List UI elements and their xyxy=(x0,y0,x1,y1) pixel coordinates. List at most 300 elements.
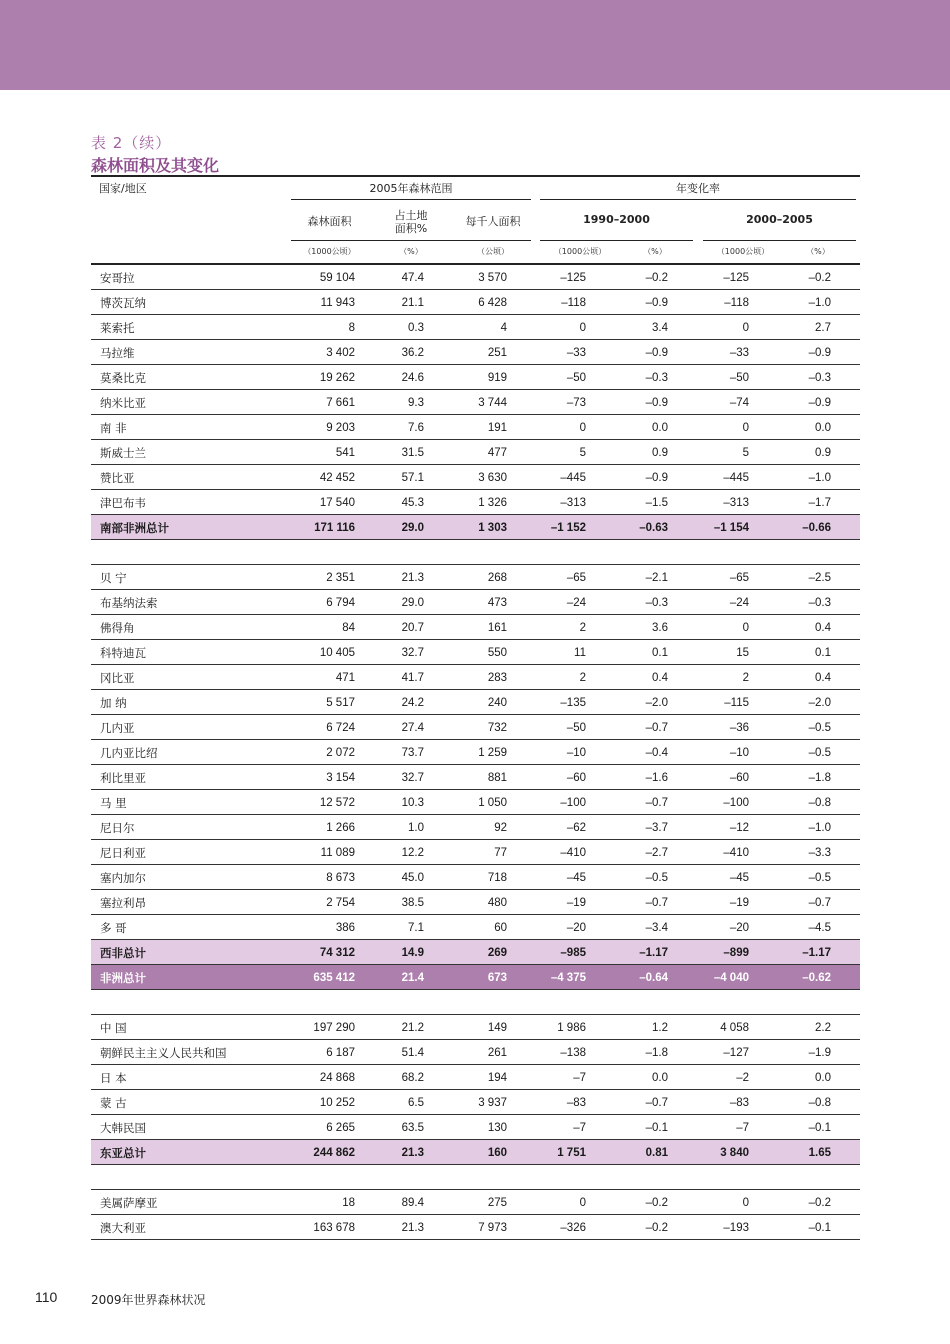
value-cell: –50 xyxy=(566,722,586,734)
value-cell: –0.5 xyxy=(808,872,831,884)
value-cell: 881 xyxy=(487,772,507,784)
value-cell: 11 943 xyxy=(320,297,355,309)
value-cell: 8 xyxy=(348,322,355,334)
value-cell: –65 xyxy=(729,572,749,584)
value-cell: 732 xyxy=(487,722,507,734)
header-per-capita: 每千人面积 xyxy=(465,215,521,228)
country-name: 斯威士兰 xyxy=(100,446,146,460)
value-cell: –0.1 xyxy=(645,1122,668,1134)
value-cell: 1 259 xyxy=(478,747,507,759)
value-cell: –1.6 xyxy=(645,772,668,784)
header-country: 国家/地区 xyxy=(99,182,147,195)
value-cell: 0 xyxy=(579,1197,586,1209)
value-cell: –2.5 xyxy=(808,572,831,584)
value-cell: 11 xyxy=(574,647,586,659)
value-cell: –0.1 xyxy=(808,1222,831,1234)
value-cell: 3 402 xyxy=(326,347,355,359)
value-cell: 21.3 xyxy=(401,1222,424,1234)
table-body xyxy=(91,265,860,1240)
value-cell: 3 937 xyxy=(478,1097,507,1109)
value-cell: 5 517 xyxy=(326,697,355,709)
total-row xyxy=(91,1140,860,1165)
value-cell: –0.7 xyxy=(645,722,668,734)
value-cell: 5 xyxy=(579,447,586,459)
value-cell: 73.7 xyxy=(401,747,424,759)
value-cell: 473 xyxy=(487,597,507,609)
table-row xyxy=(91,465,860,490)
value-cell: 1 326 xyxy=(478,497,507,509)
value-cell: –1.0 xyxy=(808,472,831,484)
value-cell: 673 xyxy=(487,972,507,984)
country-name: 冈比亚 xyxy=(100,671,135,685)
table-row xyxy=(91,565,860,590)
value-cell: 191 xyxy=(487,422,507,434)
value-cell: 163 678 xyxy=(313,1222,355,1234)
header-period-1990-2000: 1990–2000 xyxy=(583,213,650,226)
value-cell: –0.2 xyxy=(645,272,668,284)
spacer-row xyxy=(91,540,860,565)
country-name: 赞比亚 xyxy=(100,471,135,485)
value-cell: 20.7 xyxy=(401,622,424,634)
header-land-percent-2: 面积% xyxy=(394,222,428,235)
value-cell: 1.0 xyxy=(408,822,424,834)
value-cell: –33 xyxy=(566,347,586,359)
value-cell: 480 xyxy=(487,897,507,909)
country-name: 非洲总计 xyxy=(100,971,146,985)
unit-p2-percent: （%） xyxy=(806,247,830,256)
value-cell: 275 xyxy=(487,1197,507,1209)
value-cell: 2 351 xyxy=(326,572,355,584)
value-cell: 477 xyxy=(487,447,507,459)
country-name: 马 里 xyxy=(100,796,127,810)
value-cell: –10 xyxy=(729,747,749,759)
header-extent-rule xyxy=(291,199,531,200)
value-cell: 0 xyxy=(742,1197,749,1209)
value-cell: –2.0 xyxy=(808,697,831,709)
country-name: 马拉维 xyxy=(100,346,135,360)
value-cell: 2.2 xyxy=(815,1022,831,1034)
value-cell: 3.4 xyxy=(652,322,668,334)
value-cell: –0.7 xyxy=(645,897,668,909)
value-cell: 10.3 xyxy=(401,797,424,809)
value-cell: 161 xyxy=(487,622,507,634)
value-cell: –2.0 xyxy=(645,697,668,709)
value-cell: 5 xyxy=(742,447,749,459)
value-cell: 244 862 xyxy=(313,1147,355,1159)
value-cell: –3.7 xyxy=(645,822,668,834)
value-cell: 0.9 xyxy=(652,447,668,459)
value-cell: –410 xyxy=(723,847,749,859)
value-cell: –2.7 xyxy=(645,847,668,859)
value-cell: 42 452 xyxy=(319,472,355,484)
value-cell: –1.9 xyxy=(808,1047,831,1059)
unit-p2-area: （1000公顷） xyxy=(716,247,770,256)
value-cell: –0.66 xyxy=(802,522,831,534)
country-name: 日 本 xyxy=(100,1071,127,1085)
value-cell: 2.7 xyxy=(815,322,831,334)
table-row xyxy=(91,265,860,290)
value-cell: 41.7 xyxy=(401,672,424,684)
value-cell: 17 540 xyxy=(319,497,355,509)
country-name: 纳米比亚 xyxy=(100,396,146,410)
country-name: 贝 宁 xyxy=(100,571,127,585)
country-name: 布基纳法索 xyxy=(100,596,158,610)
table-row xyxy=(91,790,860,815)
table-row xyxy=(91,490,860,515)
value-cell: 0.4 xyxy=(815,672,831,684)
table-row xyxy=(91,865,860,890)
country-name: 塞内加尔 xyxy=(100,871,146,885)
value-cell: 0 xyxy=(742,322,749,334)
country-name: 南 非 xyxy=(100,421,127,435)
value-cell: 0.1 xyxy=(652,647,668,659)
unit-per-capita: （公顷） xyxy=(477,247,509,256)
country-name: 安哥拉 xyxy=(100,271,135,285)
value-cell: –313 xyxy=(723,497,749,509)
table-row xyxy=(91,1190,860,1215)
value-cell: 6.5 xyxy=(408,1097,424,1109)
value-cell: –3.3 xyxy=(808,847,831,859)
value-cell: –0.3 xyxy=(808,597,831,609)
value-cell: –1.17 xyxy=(639,947,668,959)
value-cell: 171 116 xyxy=(314,522,355,534)
country-name: 尼日利亚 xyxy=(100,846,146,860)
value-cell: –3.4 xyxy=(645,922,668,934)
value-cell: 74 312 xyxy=(319,947,355,959)
value-cell: 919 xyxy=(487,372,507,384)
value-cell: 2 xyxy=(579,672,586,684)
value-cell: 24 868 xyxy=(319,1072,355,1084)
value-cell: –0.9 xyxy=(645,297,668,309)
value-cell: –0.8 xyxy=(808,1097,831,1109)
value-cell: 160 xyxy=(487,1147,507,1159)
value-cell: 57.1 xyxy=(401,472,424,484)
header-sub-rule-extent xyxy=(291,240,531,241)
value-cell: 0.0 xyxy=(652,422,668,434)
value-cell: –60 xyxy=(729,772,749,784)
value-cell: –2.1 xyxy=(645,572,668,584)
value-cell: 149 xyxy=(487,1022,507,1034)
country-name: 几内亚 xyxy=(100,721,135,735)
value-cell: 3 154 xyxy=(326,772,355,784)
header-sub-rule-p2 xyxy=(703,240,856,241)
value-cell: –20 xyxy=(729,922,749,934)
country-name: 东亚总计 xyxy=(100,1146,146,1160)
total-row xyxy=(91,515,860,540)
value-cell: 0.4 xyxy=(652,672,668,684)
value-cell: –74 xyxy=(729,397,749,409)
table-title: 森林面积及其变化 xyxy=(91,156,220,175)
country-name: 大韩民国 xyxy=(100,1121,146,1135)
value-cell: 29.0 xyxy=(401,522,424,534)
value-cell: –1 152 xyxy=(550,522,586,534)
country-name: 南部非洲总计 xyxy=(100,521,169,535)
header-top-rule xyxy=(91,175,860,177)
value-cell: 60 xyxy=(494,922,507,934)
value-cell: 0.0 xyxy=(652,1072,668,1084)
value-cell: 3 570 xyxy=(478,272,507,284)
table-row xyxy=(91,640,860,665)
country-name: 科特迪瓦 xyxy=(100,646,146,660)
table-row xyxy=(91,1115,860,1140)
header-period-2000-2005: 2000–2005 xyxy=(746,213,813,226)
value-cell: –60 xyxy=(566,772,586,784)
value-cell: 63.5 xyxy=(401,1122,424,1134)
value-cell: 12 572 xyxy=(319,797,355,809)
value-cell: –24 xyxy=(566,597,586,609)
value-cell: –19 xyxy=(729,897,749,909)
table-row xyxy=(91,315,860,340)
value-cell: –445 xyxy=(560,472,586,484)
table-row xyxy=(91,365,860,390)
value-cell: –0.9 xyxy=(808,397,831,409)
total-row xyxy=(91,940,860,965)
header-forest-area: 森林面积 xyxy=(307,215,352,228)
value-cell: –50 xyxy=(566,372,586,384)
value-cell: 19 262 xyxy=(319,372,355,384)
value-cell: –985 xyxy=(560,947,586,959)
value-cell: –0.2 xyxy=(645,1222,668,1234)
table-row xyxy=(91,1065,860,1090)
value-cell: –313 xyxy=(560,497,586,509)
value-cell: –0.2 xyxy=(645,1197,668,1209)
table-row xyxy=(91,1090,860,1115)
header-land-percent-1: 占土地 xyxy=(394,209,428,222)
value-cell: 1 303 xyxy=(478,522,507,534)
value-cell: 194 xyxy=(487,1072,507,1084)
value-cell: 14.9 xyxy=(401,947,424,959)
value-cell: 45.3 xyxy=(401,497,424,509)
value-cell: 0.9 xyxy=(815,447,831,459)
value-cell: –0.63 xyxy=(639,522,668,534)
country-name: 利比里亚 xyxy=(100,771,146,785)
value-cell: 0.81 xyxy=(645,1147,668,1159)
value-cell: 541 xyxy=(335,447,355,459)
total-row xyxy=(91,965,860,990)
value-cell: –100 xyxy=(723,797,749,809)
value-cell: 718 xyxy=(487,872,507,884)
value-cell: 2 xyxy=(579,622,586,634)
value-cell: –445 xyxy=(723,472,749,484)
value-cell: –36 xyxy=(729,722,749,734)
table-row xyxy=(91,440,860,465)
value-cell: –0.5 xyxy=(808,747,831,759)
value-cell: –0.2 xyxy=(808,1197,831,1209)
header-extent-group: 2005年森林范围 xyxy=(369,182,453,195)
value-cell: 92 xyxy=(494,822,507,834)
value-cell: 24.2 xyxy=(401,697,424,709)
value-cell: 12.2 xyxy=(401,847,424,859)
value-cell: –0.9 xyxy=(645,347,668,359)
value-cell: 268 xyxy=(487,572,507,584)
header-change-rule xyxy=(540,199,856,200)
value-cell: –7 xyxy=(573,1072,586,1084)
table-row xyxy=(91,1040,860,1065)
value-cell: 84 xyxy=(342,622,355,634)
table-row xyxy=(91,615,860,640)
value-cell: 0.0 xyxy=(815,1072,831,1084)
value-cell: –4.5 xyxy=(808,922,831,934)
country-name: 莱索托 xyxy=(100,321,135,335)
value-cell: 6 187 xyxy=(326,1047,355,1059)
value-cell: –10 xyxy=(566,747,586,759)
country-name: 博茨瓦纳 xyxy=(100,296,146,310)
value-cell: 0 xyxy=(742,622,749,634)
table-row xyxy=(91,815,860,840)
value-cell: –0.9 xyxy=(645,472,668,484)
value-cell: –0.62 xyxy=(802,972,831,984)
value-cell: 1 986 xyxy=(557,1022,586,1034)
value-cell: –45 xyxy=(566,872,586,884)
spacer-row xyxy=(91,990,860,1015)
value-cell: 38.5 xyxy=(401,897,424,909)
table-row xyxy=(91,890,860,915)
value-cell: –118 xyxy=(561,297,586,309)
value-cell: –326 xyxy=(560,1222,586,1234)
value-cell: 9.3 xyxy=(408,397,424,409)
value-cell: 21.3 xyxy=(401,1147,424,1159)
value-cell: 0.0 xyxy=(815,422,831,434)
value-cell: 7 661 xyxy=(326,397,355,409)
value-cell: –50 xyxy=(729,372,749,384)
value-cell: 635 412 xyxy=(313,972,355,984)
value-cell: –0.3 xyxy=(645,597,668,609)
value-cell: –24 xyxy=(729,597,749,609)
value-cell: 10 252 xyxy=(319,1097,355,1109)
value-cell: –0.8 xyxy=(808,797,831,809)
value-cell: 29.0 xyxy=(401,597,424,609)
value-cell: 89.4 xyxy=(401,1197,424,1209)
value-cell: 7 973 xyxy=(478,1222,507,1234)
country-name: 尼日尔 xyxy=(100,821,135,835)
value-cell: 1.65 xyxy=(808,1147,831,1159)
value-cell: –0.7 xyxy=(645,1097,668,1109)
value-cell: 51.4 xyxy=(401,1047,424,1059)
table-row xyxy=(91,390,860,415)
value-cell: 0 xyxy=(742,422,749,434)
value-cell: –115 xyxy=(724,697,749,709)
country-name: 蒙 古 xyxy=(100,1096,127,1110)
value-cell: –1.8 xyxy=(808,772,831,784)
page-number: 110 xyxy=(35,1289,58,1305)
table-row xyxy=(91,1015,860,1040)
value-cell: 18 xyxy=(342,1197,355,1209)
value-cell: –19 xyxy=(566,897,586,909)
country-name: 中 国 xyxy=(100,1021,127,1035)
value-cell: 10 405 xyxy=(319,647,355,659)
value-cell: –127 xyxy=(723,1047,749,1059)
value-cell: –138 xyxy=(560,1047,586,1059)
country-name: 加 纳 xyxy=(100,696,127,710)
value-cell: –0.1 xyxy=(808,1122,831,1134)
value-cell: 1 050 xyxy=(478,797,507,809)
value-cell: –118 xyxy=(724,297,749,309)
value-cell: –0.3 xyxy=(808,372,831,384)
value-cell: 15 xyxy=(736,647,749,659)
table-row xyxy=(91,715,860,740)
value-cell: 1 751 xyxy=(557,1147,586,1159)
value-cell: –83 xyxy=(729,1097,749,1109)
value-cell: 197 290 xyxy=(313,1022,355,1034)
spacer-row xyxy=(91,1165,860,1190)
value-cell: 283 xyxy=(487,672,507,684)
value-cell: –1.8 xyxy=(645,1047,668,1059)
value-cell: 7.6 xyxy=(408,422,424,434)
value-cell: 2 072 xyxy=(326,747,355,759)
value-cell: 0 xyxy=(579,322,586,334)
value-cell: –45 xyxy=(729,872,749,884)
value-cell: 269 xyxy=(487,947,507,959)
value-cell: 8 673 xyxy=(326,872,355,884)
value-cell: –12 xyxy=(729,822,749,834)
table-row xyxy=(91,340,860,365)
table-row xyxy=(91,840,860,865)
value-cell: 386 xyxy=(335,922,355,934)
value-cell: –7 xyxy=(736,1122,749,1134)
value-cell: 2 xyxy=(742,672,749,684)
value-cell: –7 xyxy=(573,1122,586,1134)
value-cell: –1.5 xyxy=(645,497,668,509)
value-cell: –1.0 xyxy=(808,297,831,309)
value-cell: 471 xyxy=(335,672,355,684)
country-name: 澳大利亚 xyxy=(100,1221,146,1235)
value-cell: 1 266 xyxy=(326,822,355,834)
footer-title: 2009年世界森林状况 xyxy=(91,1293,206,1307)
value-cell: 251 xyxy=(487,347,507,359)
table-row xyxy=(91,1215,860,1240)
value-cell: 21.1 xyxy=(401,297,424,309)
value-cell: –125 xyxy=(560,272,586,284)
value-cell: –100 xyxy=(560,797,586,809)
value-cell: 11 089 xyxy=(320,847,355,859)
value-cell: –135 xyxy=(560,697,586,709)
value-cell: 6 724 xyxy=(326,722,355,734)
table-row xyxy=(91,765,860,790)
value-cell: 1.2 xyxy=(652,1022,668,1034)
value-cell: –62 xyxy=(566,822,586,834)
country-name: 佛得角 xyxy=(100,621,135,635)
country-name: 津巴布韦 xyxy=(100,496,146,510)
value-cell: 21.3 xyxy=(401,572,424,584)
value-cell: –4 375 xyxy=(550,972,586,984)
value-cell: 4 xyxy=(500,322,507,334)
value-cell: –65 xyxy=(566,572,586,584)
table-row xyxy=(91,415,860,440)
country-name: 莫桑比克 xyxy=(100,371,146,385)
value-cell: –0.5 xyxy=(645,872,668,884)
table-row xyxy=(91,590,860,615)
value-cell: –1.17 xyxy=(802,947,831,959)
value-cell: 2 754 xyxy=(326,897,355,909)
value-cell: –0.5 xyxy=(808,722,831,734)
value-cell: 550 xyxy=(487,647,507,659)
value-cell: 3 744 xyxy=(478,397,507,409)
value-cell: 6 428 xyxy=(478,297,507,309)
country-name: 朝鲜民主主义人民共和国 xyxy=(100,1046,227,1060)
value-cell: 32.7 xyxy=(401,647,424,659)
value-cell: 0.1 xyxy=(815,647,831,659)
table-row xyxy=(91,290,860,315)
value-cell: 261 xyxy=(487,1047,507,1059)
value-cell: –1 154 xyxy=(713,522,749,534)
value-cell: –1.0 xyxy=(808,822,831,834)
value-cell: –83 xyxy=(566,1097,586,1109)
value-cell: –2 xyxy=(736,1072,749,1084)
table-row xyxy=(91,665,860,690)
country-name: 美属萨摩亚 xyxy=(100,1196,158,1210)
value-cell: –0.64 xyxy=(639,972,668,984)
country-name: 西非总计 xyxy=(100,946,146,960)
